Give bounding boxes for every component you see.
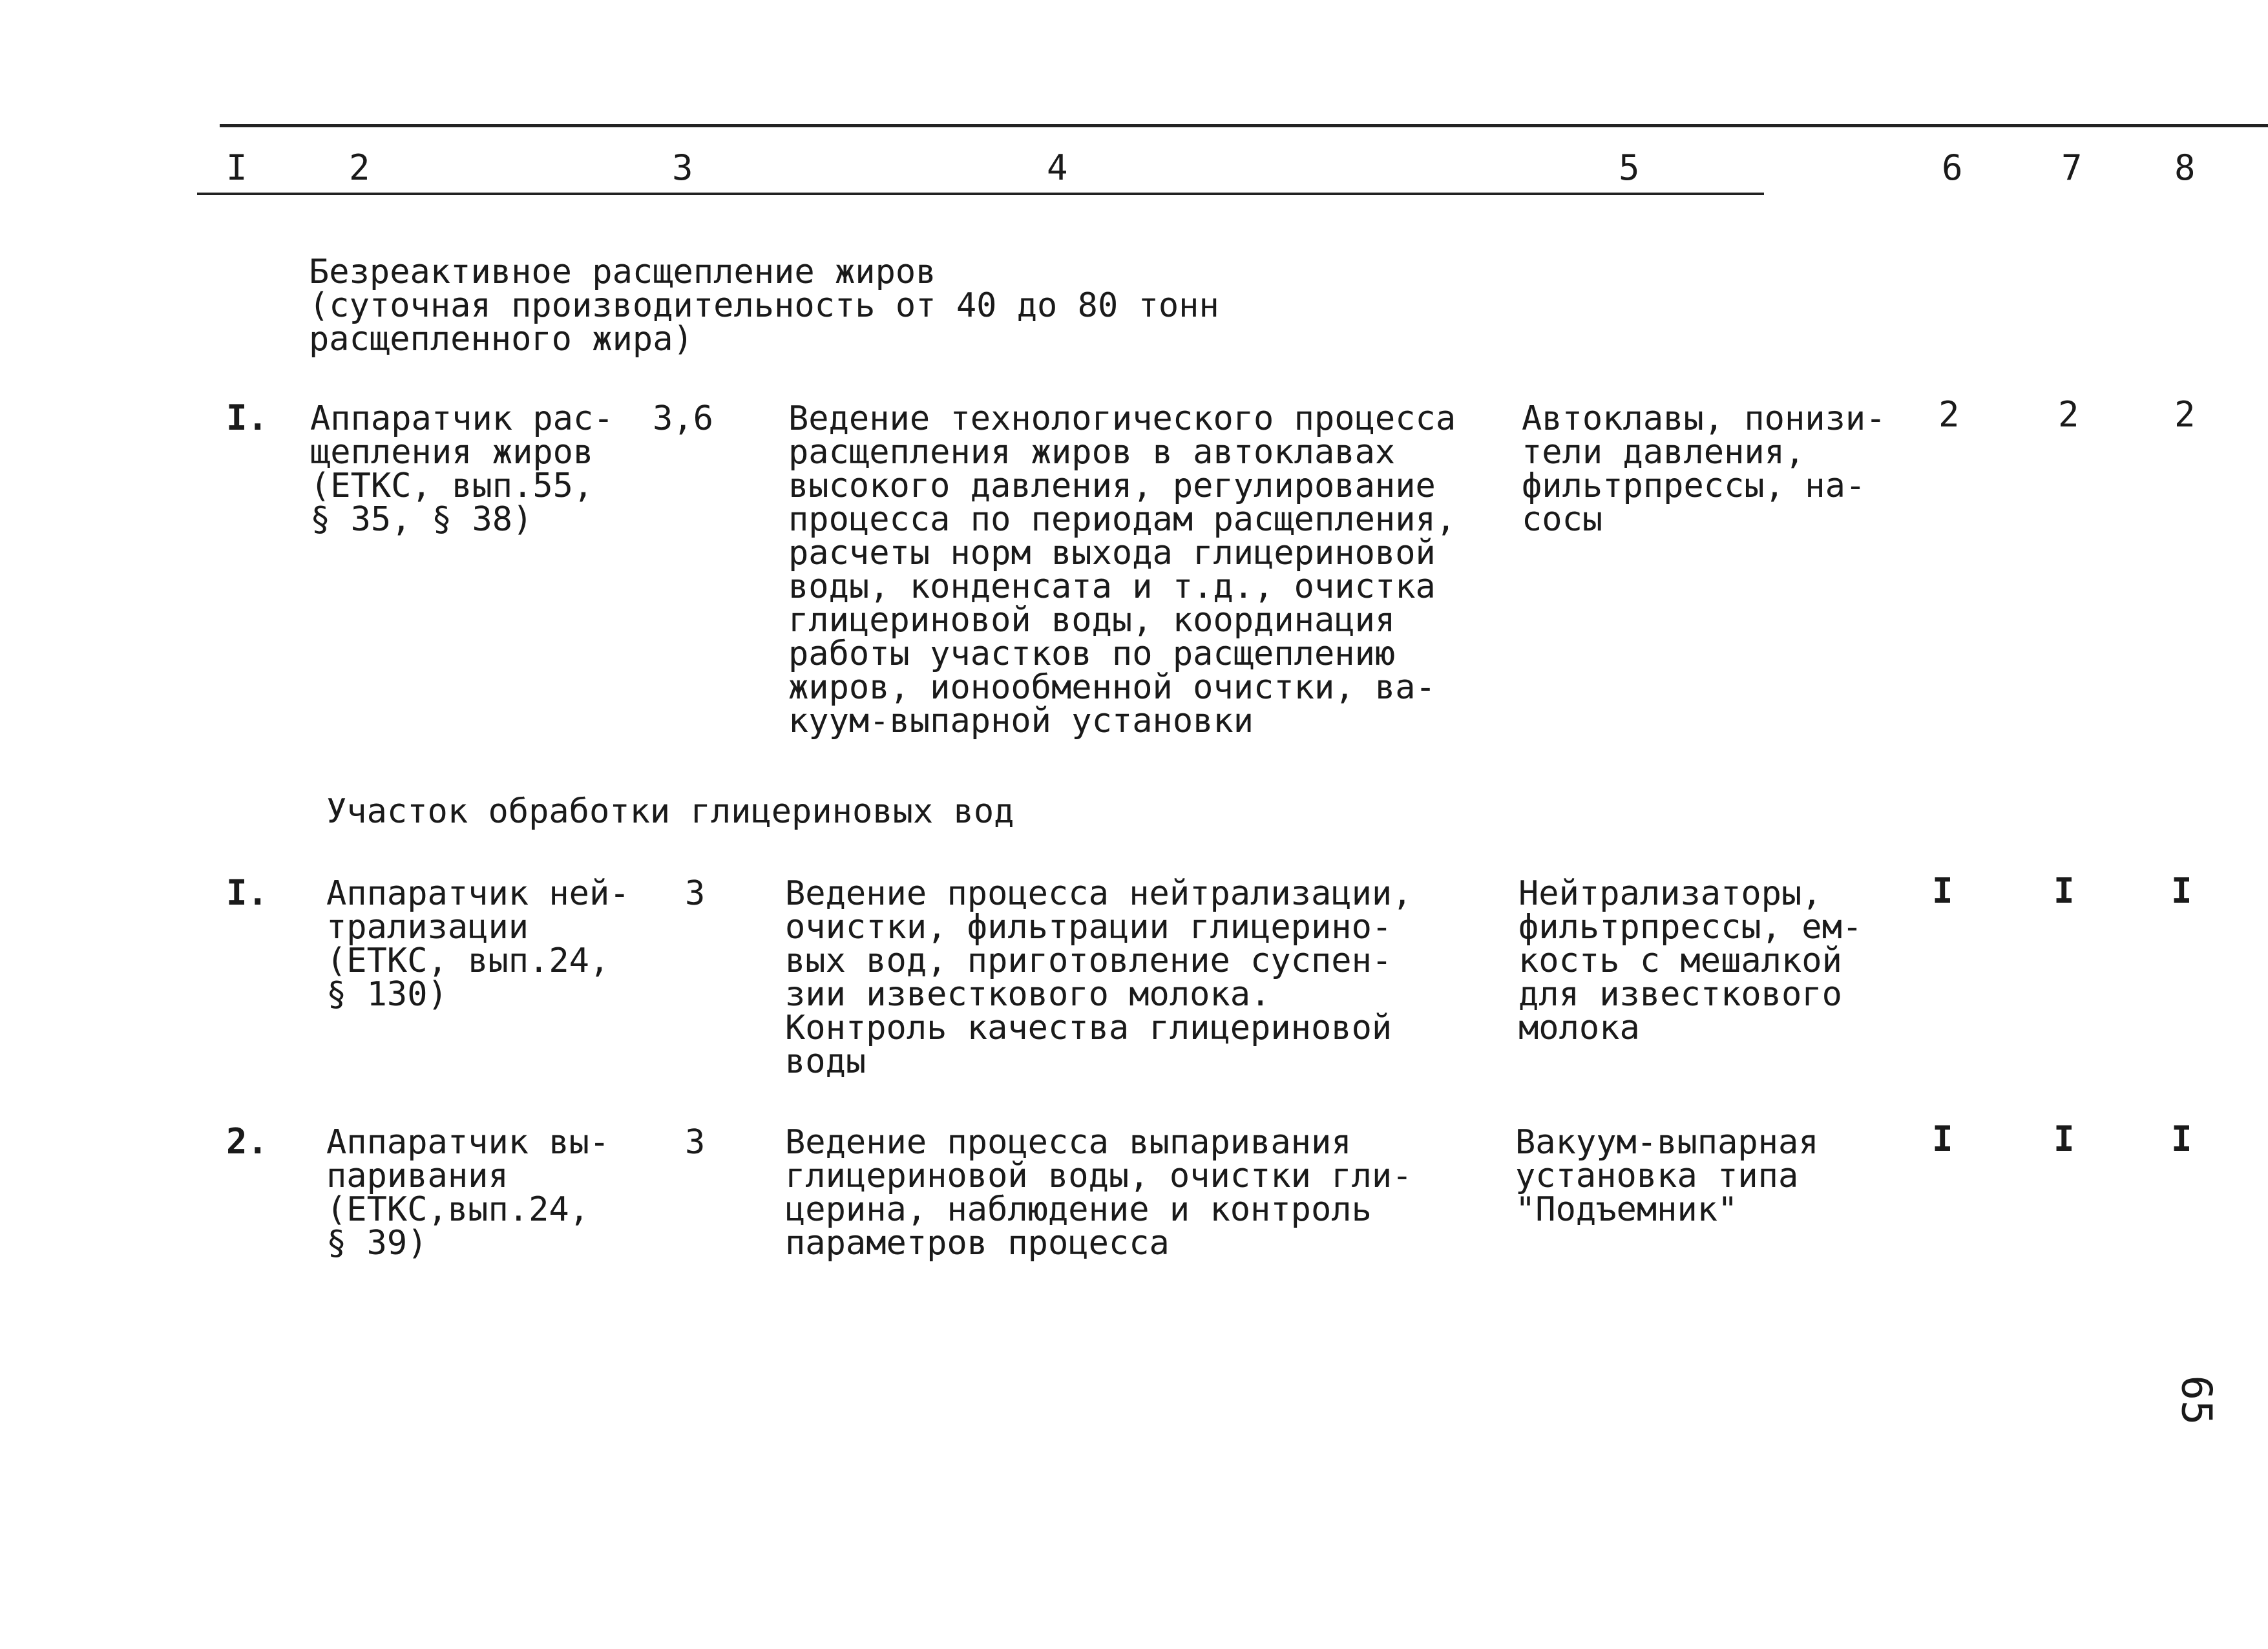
column-number-6: 6: [1942, 147, 1963, 188]
col6-value: I: [1932, 870, 1953, 911]
col8-value: 2: [2174, 394, 2196, 435]
col7-value: 2: [2058, 394, 2079, 435]
equipment-cell: Вакуум-выпарная установка типа "Подъемник": [1515, 1123, 1819, 1229]
column-number-2: 2: [349, 147, 370, 188]
page-number: 65: [2172, 1375, 2220, 1425]
column-number-8: 8: [2174, 147, 2196, 188]
row-number: I.: [226, 872, 269, 913]
header-bottom-rule: [197, 193, 1764, 195]
col6-value: 2: [1938, 394, 1960, 435]
col8-value: I: [2171, 870, 2192, 911]
grade-cell: 3: [685, 874, 706, 913]
col7-value: I: [2053, 870, 2075, 911]
column-number-1: I: [226, 147, 247, 188]
work-description-cell: Ведение технологического процесса расщепления жиров в автоклавах высокого давления, регулирование процесса по периодам расщепления, расчеты норм выхода глицериновой воды, конденсата и т.д., очистка глицериновой воды, координация работы участков по расщеплению жиров, ионообменной очистки, ва- куум-выпарной установки: [788, 399, 1456, 740]
row-number: 2.: [226, 1121, 269, 1162]
column-number-5: 5: [1619, 147, 1640, 188]
grade-cell: 3,6: [653, 399, 713, 438]
equipment-cell: Автоклавы, понизи- тели давления, фильтрпрессы, на- сосы: [1522, 399, 1886, 539]
section-title: Участок обработки глицериновых вод: [326, 792, 1014, 831]
profession-cell: Аппаратчик рас- щепления жиров (ЕТКС, вып.55, § 35, § 38): [310, 399, 614, 539]
header-top-rule: [220, 124, 2268, 127]
profession-cell: Аппаратчик ней- трализации (ЕТКС, вып.24, § 130): [326, 874, 630, 1014]
section-title: Безреактивное расщепление жиров (суточная производительность от 40 до 80 тонн расщепленного жира): [309, 253, 1219, 359]
col8-value: I: [2171, 1119, 2192, 1159]
col6-value: I: [1932, 1119, 1953, 1159]
column-number-7: 7: [2061, 147, 2083, 188]
equipment-cell: Нейтрализаторы, фильтрпрессы, ем- кость с мешалкой для известкового молока: [1518, 874, 1863, 1047]
column-number-3: 3: [672, 147, 693, 188]
column-number-4: 4: [1047, 147, 1068, 188]
work-description-cell: Ведение процесса выпаривания глицериновой воды, очистки гли- церина, наблюдение и контроль параметров процесса: [785, 1123, 1412, 1263]
grade-cell: 3: [685, 1123, 706, 1162]
profession-cell: Аппаратчик вы- паривания (ЕТКС,вып.24, § 39): [326, 1123, 610, 1263]
row-number: I.: [226, 397, 269, 438]
col7-value: I: [2053, 1119, 2075, 1159]
work-description-cell: Ведение процесса нейтрализации, очистки, фильтрации глицерино- вых вод, приготовление суспен- зии известкового молока. Контроль качества глицериновой воды: [785, 874, 1412, 1081]
